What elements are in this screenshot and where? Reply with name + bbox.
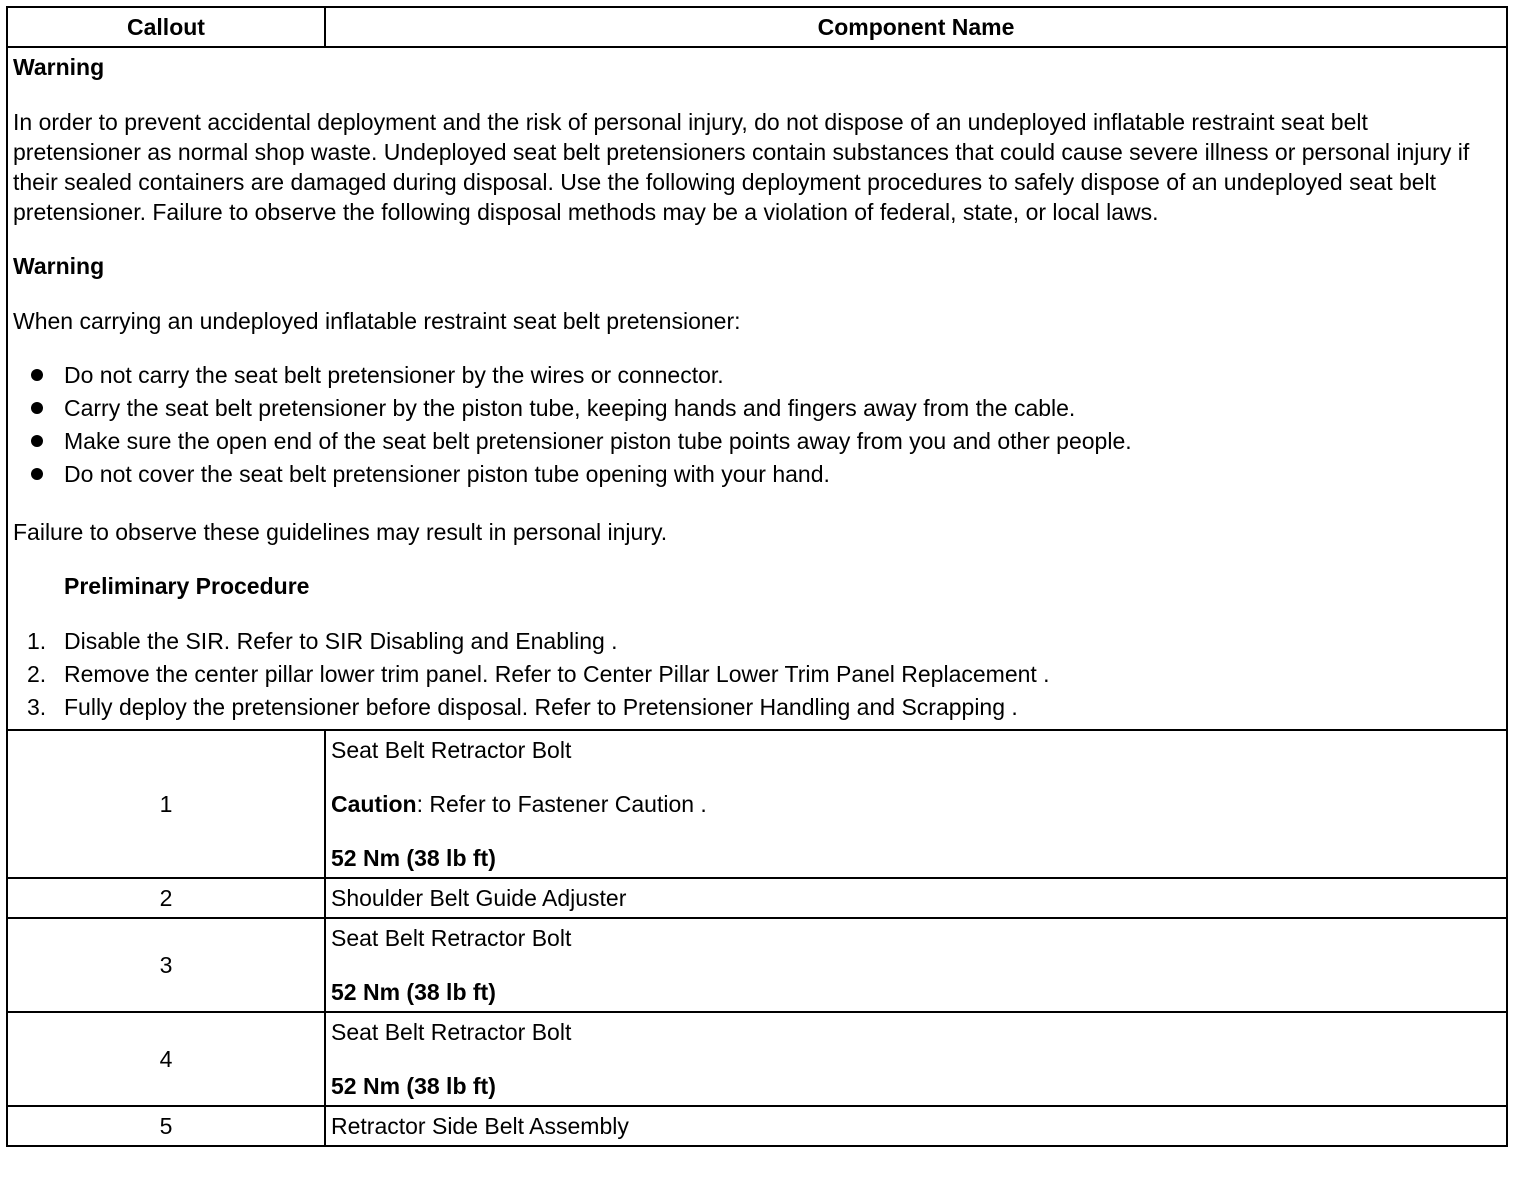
caution-note <box>331 789 1501 819</box>
component-name: Seat Belt Retractor Bolt <box>331 925 572 951</box>
callout-cell: 3 <box>7 918 325 1012</box>
list-item <box>13 626 1501 659</box>
component-table <box>6 6 1508 1147</box>
step-text: Disable the SIR. Refer to SIR Disabling and Enabling . <box>64 628 618 654</box>
procedure-steps <box>13 626 1501 729</box>
component-name: Retractor Side Belt Assembly <box>331 1113 629 1139</box>
warning-outro: Failure to observe these guidelines may result in personal injury. <box>13 519 668 545</box>
warning-text: In order to prevent accidental deployment and the risk of personal injury, do not dispose of an undeployed inflatable restraint seat belt pretensioner as normal shop waste. Undeployed seat belt pretensioners contain substances that could cause severe illness or personal injury if their sealed containers are damaged during disposal. Use the following deployment procedures to safely dispose of an undeployed seat belt pretensioner. Failure to observe the following disposal methods may be a violation of federal, state, or local laws. <box>13 109 1470 225</box>
callout-header: Callout <box>7 7 325 47</box>
warning-title: Warning <box>13 54 105 80</box>
step-text: Remove the center pillar lower trim panel. Refer to Center Pillar Lower Trim Panel Replacement . <box>64 661 1050 687</box>
caution-label: Caution <box>331 791 417 817</box>
step-number: 1. <box>27 628 47 654</box>
torque-spec: 52 Nm (38 lb ft) <box>331 845 496 871</box>
warning-cell <box>7 47 1507 730</box>
table-row <box>7 1106 1507 1146</box>
callout-cell: 2 <box>7 878 325 918</box>
table-row <box>7 730 1507 878</box>
component-cell <box>325 878 1507 918</box>
list-item: Make sure the open end of the seat belt pretensioner piston tube points away from you and other people. <box>13 426 1501 459</box>
list-item <box>13 692 1501 725</box>
component-name-header: Component Name <box>325 7 1507 47</box>
table-row <box>7 1012 1507 1106</box>
component-name: Seat Belt Retractor Bolt <box>331 737 572 763</box>
list-item: Do not carry the seat belt pretensioner by the wires or connector. <box>13 360 1501 393</box>
table-row <box>7 918 1507 1012</box>
list-item: Do not cover the seat belt pretensioner piston tube opening with your hand. <box>13 459 1501 492</box>
step-number: 2. <box>27 661 47 687</box>
warning-bullet-list <box>13 360 1501 492</box>
callout-cell: 1 <box>7 730 325 878</box>
component-cell <box>325 918 1507 1012</box>
warning-title: Warning <box>13 253 105 279</box>
list-item: Carry the seat belt pretensioner by the piston tube, keeping hands and fingers away from the cable. <box>13 393 1501 426</box>
torque-spec: 52 Nm (38 lb ft) <box>331 1073 496 1099</box>
component-cell <box>325 1106 1507 1146</box>
table-header-row <box>7 7 1507 47</box>
component-cell <box>325 1012 1507 1106</box>
torque-spec: 52 Nm (38 lb ft) <box>331 979 496 1005</box>
warning-intro: When carrying an undeployed inflatable restraint seat belt pretensioner: <box>13 308 741 334</box>
preliminary-procedure-title: Preliminary Procedure <box>64 573 310 599</box>
caution-text: : Refer to Fastener Caution . <box>416 791 707 817</box>
table-row <box>7 878 1507 918</box>
step-number: 3. <box>27 694 47 720</box>
step-text: Fully deploy the pretensioner before disposal. Refer to Pretensioner Handling and Scrapping . <box>64 694 1018 720</box>
list-item <box>13 659 1501 692</box>
component-name: Seat Belt Retractor Bolt <box>331 1019 572 1045</box>
warning-row <box>7 47 1507 730</box>
component-name: Shoulder Belt Guide Adjuster <box>331 885 627 911</box>
callout-cell: 5 <box>7 1106 325 1146</box>
component-cell <box>325 730 1507 878</box>
callout-cell: 4 <box>7 1012 325 1106</box>
